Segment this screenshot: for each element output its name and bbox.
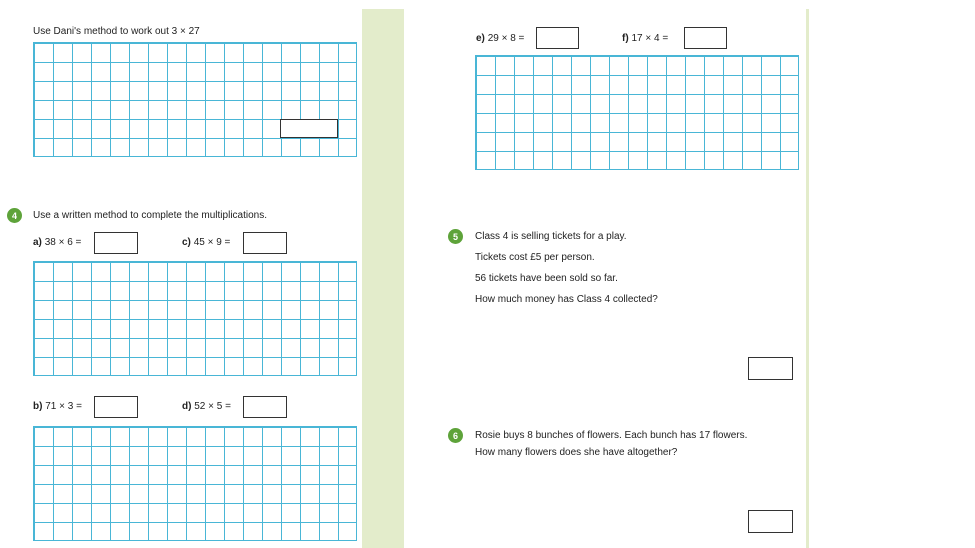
page-edge xyxy=(806,9,809,548)
q6-line-1: Rosie buys 8 bunches of flowers. Each bunch has 17 flowers. xyxy=(475,430,748,441)
q4a-expression: 38 × 6 = xyxy=(44,237,82,248)
q4f-expression: 17 × 4 = xyxy=(631,33,669,44)
question-6-badge: 6 xyxy=(448,428,463,443)
q5-line-1: Class 4 is selling tickets for a play. xyxy=(475,231,627,242)
q4b-label: b) xyxy=(33,401,43,412)
working-grid-intro xyxy=(33,42,357,157)
question-4-badge: 4 xyxy=(7,208,22,223)
answer-box-q4f[interactable] xyxy=(684,27,727,49)
answer-box-q4d[interactable] xyxy=(243,396,287,418)
page-spine xyxy=(362,9,404,548)
question-5-badge: 5 xyxy=(448,229,463,244)
answer-box-intro[interactable] xyxy=(280,119,338,138)
q4c-prompt xyxy=(182,237,230,249)
q4d-prompt xyxy=(182,401,231,413)
q4e-label: e) xyxy=(476,33,485,44)
q4a-prompt xyxy=(33,237,81,249)
working-grid-q4e-f xyxy=(475,55,799,170)
answer-box-q4c[interactable] xyxy=(243,232,287,254)
answer-box-q4a[interactable] xyxy=(94,232,138,254)
working-grid-q4a-c xyxy=(33,261,357,376)
q4a-label: a) xyxy=(33,237,42,248)
q4c-expression: 45 × 9 = xyxy=(193,237,231,248)
q5-line-4: How much money has Class 4 collected? xyxy=(475,294,658,305)
q4e-prompt xyxy=(476,33,524,45)
answer-box-q6[interactable] xyxy=(748,510,793,533)
q4c-label: c) xyxy=(182,237,191,248)
intro-text: Use Dani's method to work out 3 × 27 xyxy=(33,26,200,37)
working-grid-q4b-d xyxy=(33,426,357,541)
answer-box-q4e[interactable] xyxy=(536,27,579,49)
q5-line-2: Tickets cost £5 per person. xyxy=(475,252,595,263)
q4e-expression: 29 × 8 = xyxy=(487,33,525,44)
q4b-expression: 71 × 3 = xyxy=(45,401,82,412)
answer-box-q4b[interactable] xyxy=(94,396,138,418)
q4-instruction: Use a written method to complete the multiplications. xyxy=(33,210,267,221)
q4b-prompt xyxy=(33,401,82,413)
q4f-prompt xyxy=(622,33,668,45)
q5-line-3: 56 tickets have been sold so far. xyxy=(475,273,618,284)
q4f-label: f) xyxy=(622,33,629,44)
q4d-label: d) xyxy=(182,401,192,412)
q6-line-2: How many flowers does she have altogether? xyxy=(475,447,678,458)
q4d-expression: 52 × 5 = xyxy=(194,401,231,412)
answer-box-q5[interactable] xyxy=(748,357,793,380)
